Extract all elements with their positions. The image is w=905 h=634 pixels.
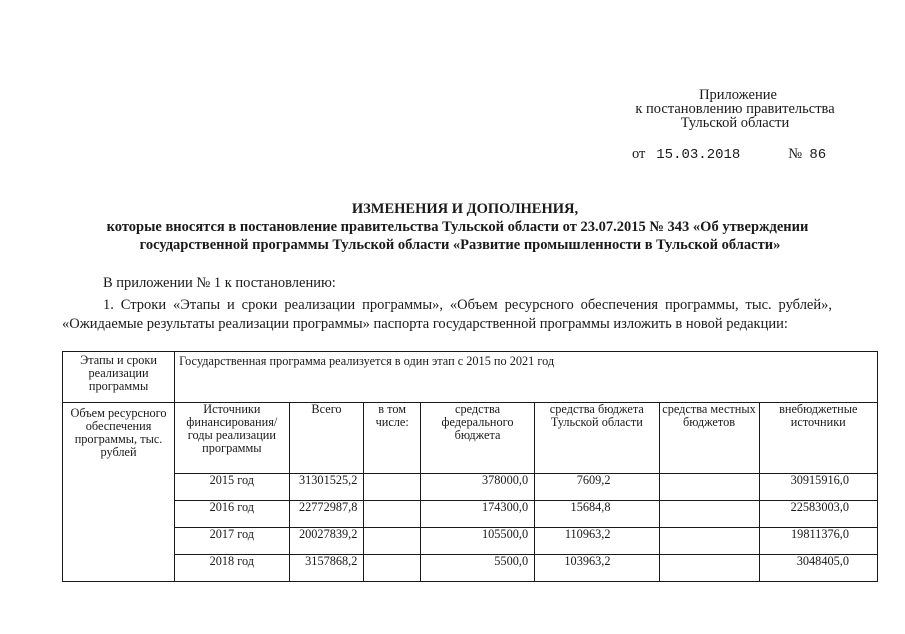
stage-text-cell <box>175 352 878 403</box>
title-line-3: государственной программы Тульской области «Развитие промышленности в Тульской области» <box>139 237 781 253</box>
body-paragraph-2: 1. Строки «Этапы и сроки реализации программы», «Объем ресурсного обеспечения программы, тыс. рублей», «Ожидаемые результаты реализации программы» паспорта государственной программы изложить в новой редакции: <box>62 297 832 332</box>
stage-text: Государственная программа реализуется в один этап с 2015 по 2021 год <box>179 354 555 368</box>
date-prefix: от <box>632 146 646 162</box>
total-cell: 3157868,2 <box>289 555 364 582</box>
year-cell: 2016 год <box>175 501 290 528</box>
header-federal: средства федерального бюджета <box>420 403 534 474</box>
header-total: Всего <box>289 403 364 474</box>
table-header-row <box>63 403 878 474</box>
body-paragraph-1: В приложении № 1 к постановлению: <box>103 275 336 291</box>
resource-label: Объем ресурсного обеспечения программы, тыс. рублей <box>70 406 167 459</box>
appendix-line-2: к постановлению правительства <box>635 101 835 117</box>
including-cell <box>364 555 421 582</box>
federal-cell: 174300,0 <box>420 501 534 528</box>
title-line-2: которые вносятся в постановление правительства Тульской области от 23.07.2015 № 343 «Об утверждении <box>106 219 809 235</box>
federal-cell: 5500,0 <box>420 555 534 582</box>
including-cell <box>364 501 421 528</box>
appendix-line-1: Приложение <box>699 87 777 103</box>
local-cell <box>659 474 759 501</box>
title-line-1: ИЗМЕНЕНИЯ И ДОПОЛНЕНИЯ, <box>351 201 579 217</box>
appendix-line-3: Тульской области <box>680 115 790 131</box>
number-prefix: № <box>788 146 803 162</box>
regional-cell: 7609,2 <box>535 474 659 501</box>
header-regional: средства бюджета Тульской области <box>535 403 659 474</box>
header-extra: внебюджетные источники <box>759 403 877 474</box>
table-row-stages <box>63 352 878 403</box>
stage-label: Этапы и сроки реализации программы <box>80 353 157 393</box>
resource-label-cell <box>63 403 175 582</box>
local-cell <box>659 528 759 555</box>
regional-cell: 103963,2 <box>535 555 659 582</box>
appendix-header <box>560 88 905 130</box>
table-row <box>63 474 878 501</box>
year-cell: 2015 год <box>175 474 290 501</box>
including-cell <box>364 474 421 501</box>
federal-cell: 378000,0 <box>420 474 534 501</box>
document-date-line <box>632 146 826 163</box>
document-title <box>0 200 905 254</box>
year-cell: 2017 год <box>175 528 290 555</box>
local-cell <box>659 501 759 528</box>
local-cell <box>659 555 759 582</box>
table-row <box>63 555 878 582</box>
document-date: 15.03.2018 <box>656 147 741 163</box>
program-table <box>62 351 878 582</box>
extra-cell: 19811376,0 <box>759 528 877 555</box>
extra-cell: 3048405,0 <box>759 555 877 582</box>
header-source: Источники финансирования/ годы реализации программы <box>175 403 290 474</box>
including-cell <box>364 528 421 555</box>
header-including: в том числе: <box>364 403 421 474</box>
total-cell: 20027839,2 <box>289 528 364 555</box>
header-local: средства местных бюджетов <box>659 403 759 474</box>
total-cell: 31301525,2 <box>289 474 364 501</box>
document-number: 86 <box>809 147 827 163</box>
extra-cell: 22583003,0 <box>759 501 877 528</box>
regional-cell: 15684,8 <box>535 501 659 528</box>
table-row <box>63 528 878 555</box>
federal-cell: 105500,0 <box>420 528 534 555</box>
table-row <box>63 501 878 528</box>
total-cell: 22772987,8 <box>289 501 364 528</box>
regional-cell: 110963,2 <box>535 528 659 555</box>
extra-cell: 30915916,0 <box>759 474 877 501</box>
year-cell: 2018 год <box>175 555 290 582</box>
stage-label-cell <box>63 352 175 403</box>
